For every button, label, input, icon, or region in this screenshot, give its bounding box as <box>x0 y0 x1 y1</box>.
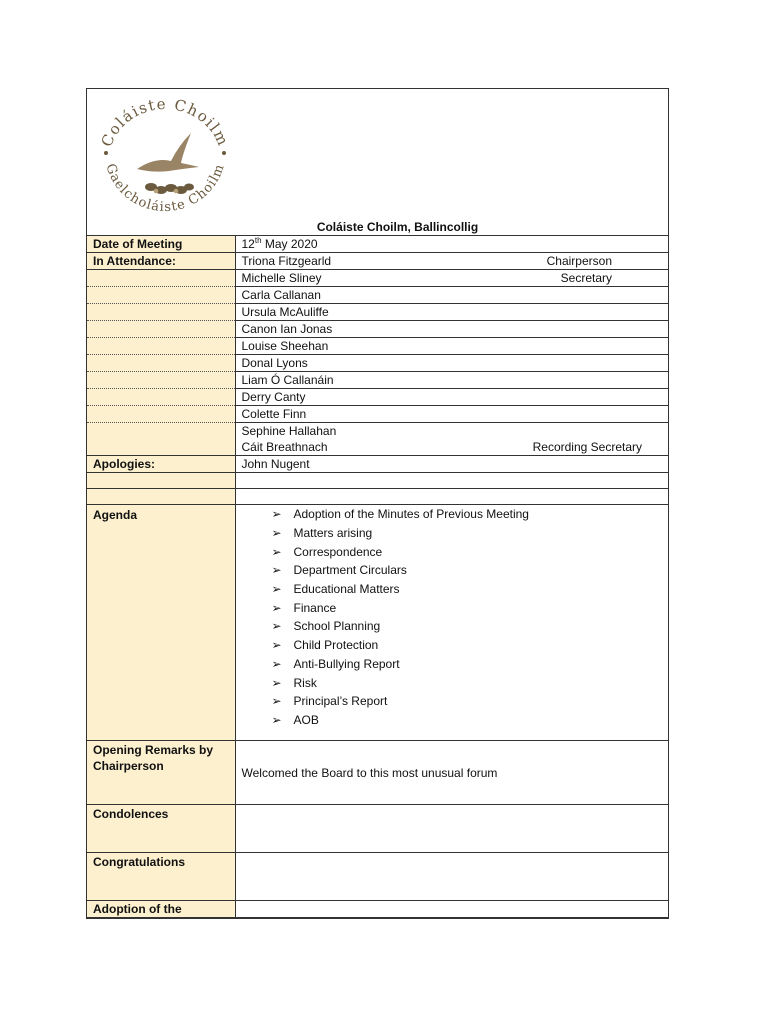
blank-label-cell <box>87 304 235 321</box>
blank-label-cell <box>87 270 235 287</box>
attendee-name: Sephine Hallahan <box>241 424 337 438</box>
attendee <box>235 270 668 287</box>
agenda-item: ➢ Anti-Bullying Report <box>271 656 400 671</box>
attendee-row <box>87 304 668 321</box>
blank-label-cell <box>87 287 235 304</box>
agenda-item: ➢ Matters arising <box>271 526 373 541</box>
agenda-cell <box>235 505 668 741</box>
agenda-item: ➢ Department Circulars <box>271 563 407 578</box>
date-label: Date of Meeting <box>87 236 235 253</box>
agenda-row <box>87 505 668 741</box>
arrow-bullet-icon: ➢ <box>271 526 282 541</box>
agenda-item: ➢ Educational Matters <box>271 582 400 597</box>
congratulations-value <box>235 853 668 901</box>
attendee-row <box>87 423 668 456</box>
agenda-item: ➢ Principal’s Report <box>271 694 388 709</box>
agenda-item: ➢ Risk <box>271 675 317 690</box>
arrow-bullet-icon: ➢ <box>271 712 282 727</box>
agenda-item: ➢ Finance <box>271 600 337 615</box>
blank-label-cell <box>87 489 235 505</box>
attendee <box>235 423 668 456</box>
blank-label-cell <box>87 406 235 423</box>
attendee-row <box>87 321 668 338</box>
logo-text-top: Coláiste Choilm <box>97 95 233 150</box>
attendee-name: Louise Sheehan <box>235 338 668 355</box>
opening-remarks-row <box>87 741 668 805</box>
opening-remarks-label: Opening Remarks by Chairperson <box>87 741 235 805</box>
agenda-label: Agenda <box>87 505 235 741</box>
adoption-label: Adoption of the <box>87 901 235 918</box>
bird-icon <box>137 133 199 172</box>
arrow-bullet-icon: ➢ <box>271 694 282 709</box>
attendee-name: Donal Lyons <box>235 355 668 372</box>
arrow-bullet-icon: ➢ <box>271 638 282 653</box>
school-title: Coláiste Choilm, Ballincollig <box>316 220 479 234</box>
date-row <box>87 236 668 253</box>
opening-remarks-value: Welcomed the Board to this most unusual forum <box>235 741 668 805</box>
agenda-item: ➢ School Planning <box>271 619 381 634</box>
blank-label-cell <box>87 372 235 389</box>
adoption-value <box>235 901 668 918</box>
blank-value-cell <box>235 489 668 505</box>
attendee-row <box>87 389 668 406</box>
attendee-row <box>87 253 668 270</box>
logo-text-bottom: Gaelcholáiste Choilm <box>102 161 228 216</box>
blank-label-cell <box>87 423 235 456</box>
school-logo <box>95 95 235 219</box>
congratulations-label: Congratulations <box>87 853 235 901</box>
attendee-name: Colette Finn <box>235 406 668 423</box>
blank-label-cell <box>87 389 235 406</box>
adoption-row <box>87 901 668 918</box>
arrow-bullet-icon: ➢ <box>271 600 282 615</box>
agenda-item: ➢ Correspondence <box>271 544 383 559</box>
oak-leaves-icon <box>145 183 194 194</box>
attendee-name: Triona Fitzgearld <box>241 254 332 268</box>
svg-text:Coláiste Choilm <box>98 95 233 149</box>
apologies-row <box>87 456 668 473</box>
congratulations-row <box>87 853 668 901</box>
agenda-item: ➢ Child Protection <box>271 638 379 653</box>
attendee-name: Derry Canty <box>235 389 668 406</box>
arrow-bullet-icon: ➢ <box>271 619 282 634</box>
agenda-item: ➢ AOB <box>271 712 319 727</box>
document-header <box>87 89 668 236</box>
blank-label-cell <box>87 321 235 338</box>
condolences-value <box>235 805 668 853</box>
attendee-row <box>87 355 668 372</box>
attendee <box>235 253 668 270</box>
attendee-role: Chairperson <box>546 254 612 268</box>
condolences-row <box>87 805 668 853</box>
arrow-bullet-icon: ➢ <box>271 582 282 597</box>
attendee-name: Ursula McAuliffe <box>235 304 668 321</box>
arrow-bullet-icon: ➢ <box>271 544 282 559</box>
blank-label-cell <box>87 473 235 489</box>
blank-label-cell <box>87 355 235 372</box>
agenda-item: ➢ Adoption of the Minutes of Previous Meeting <box>271 507 529 522</box>
blank-row <box>87 473 668 489</box>
attendee-name: Michelle Sliney <box>241 271 322 285</box>
attendee-row <box>87 372 668 389</box>
attendee-name: Canon Ian Jonas <box>235 321 668 338</box>
attendee-row <box>87 338 668 355</box>
attendee-row <box>87 287 668 304</box>
arrow-bullet-icon: ➢ <box>271 656 282 671</box>
minutes-document <box>86 88 669 919</box>
arrow-bullet-icon: ➢ <box>271 507 282 522</box>
attendance-label: In Attendance: <box>87 253 235 270</box>
condolences-label: Condolences <box>87 805 235 853</box>
arrow-bullet-icon: ➢ <box>271 675 282 690</box>
date-value: 12th May 2020 <box>235 236 668 253</box>
attendee-role: Secretary <box>560 271 612 285</box>
blank-label-cell <box>87 338 235 355</box>
minutes-table <box>87 236 668 918</box>
attendee-row <box>87 406 668 423</box>
agenda-list <box>242 505 663 729</box>
attendee-row <box>87 270 668 287</box>
apologies-label: Apologies: <box>87 456 235 473</box>
attendee-name: Liam Ó Callanáin <box>235 372 668 389</box>
blank-value-cell <box>235 473 668 489</box>
attendee-name: Cáit Breathnach <box>241 440 328 454</box>
apologies-value: John Nugent <box>235 456 668 473</box>
arrow-bullet-icon: ➢ <box>271 563 282 578</box>
attendee-name: Carla Callanan <box>235 287 668 304</box>
blank-row <box>87 489 668 505</box>
attendee-role: Recording Secretary <box>532 440 642 454</box>
